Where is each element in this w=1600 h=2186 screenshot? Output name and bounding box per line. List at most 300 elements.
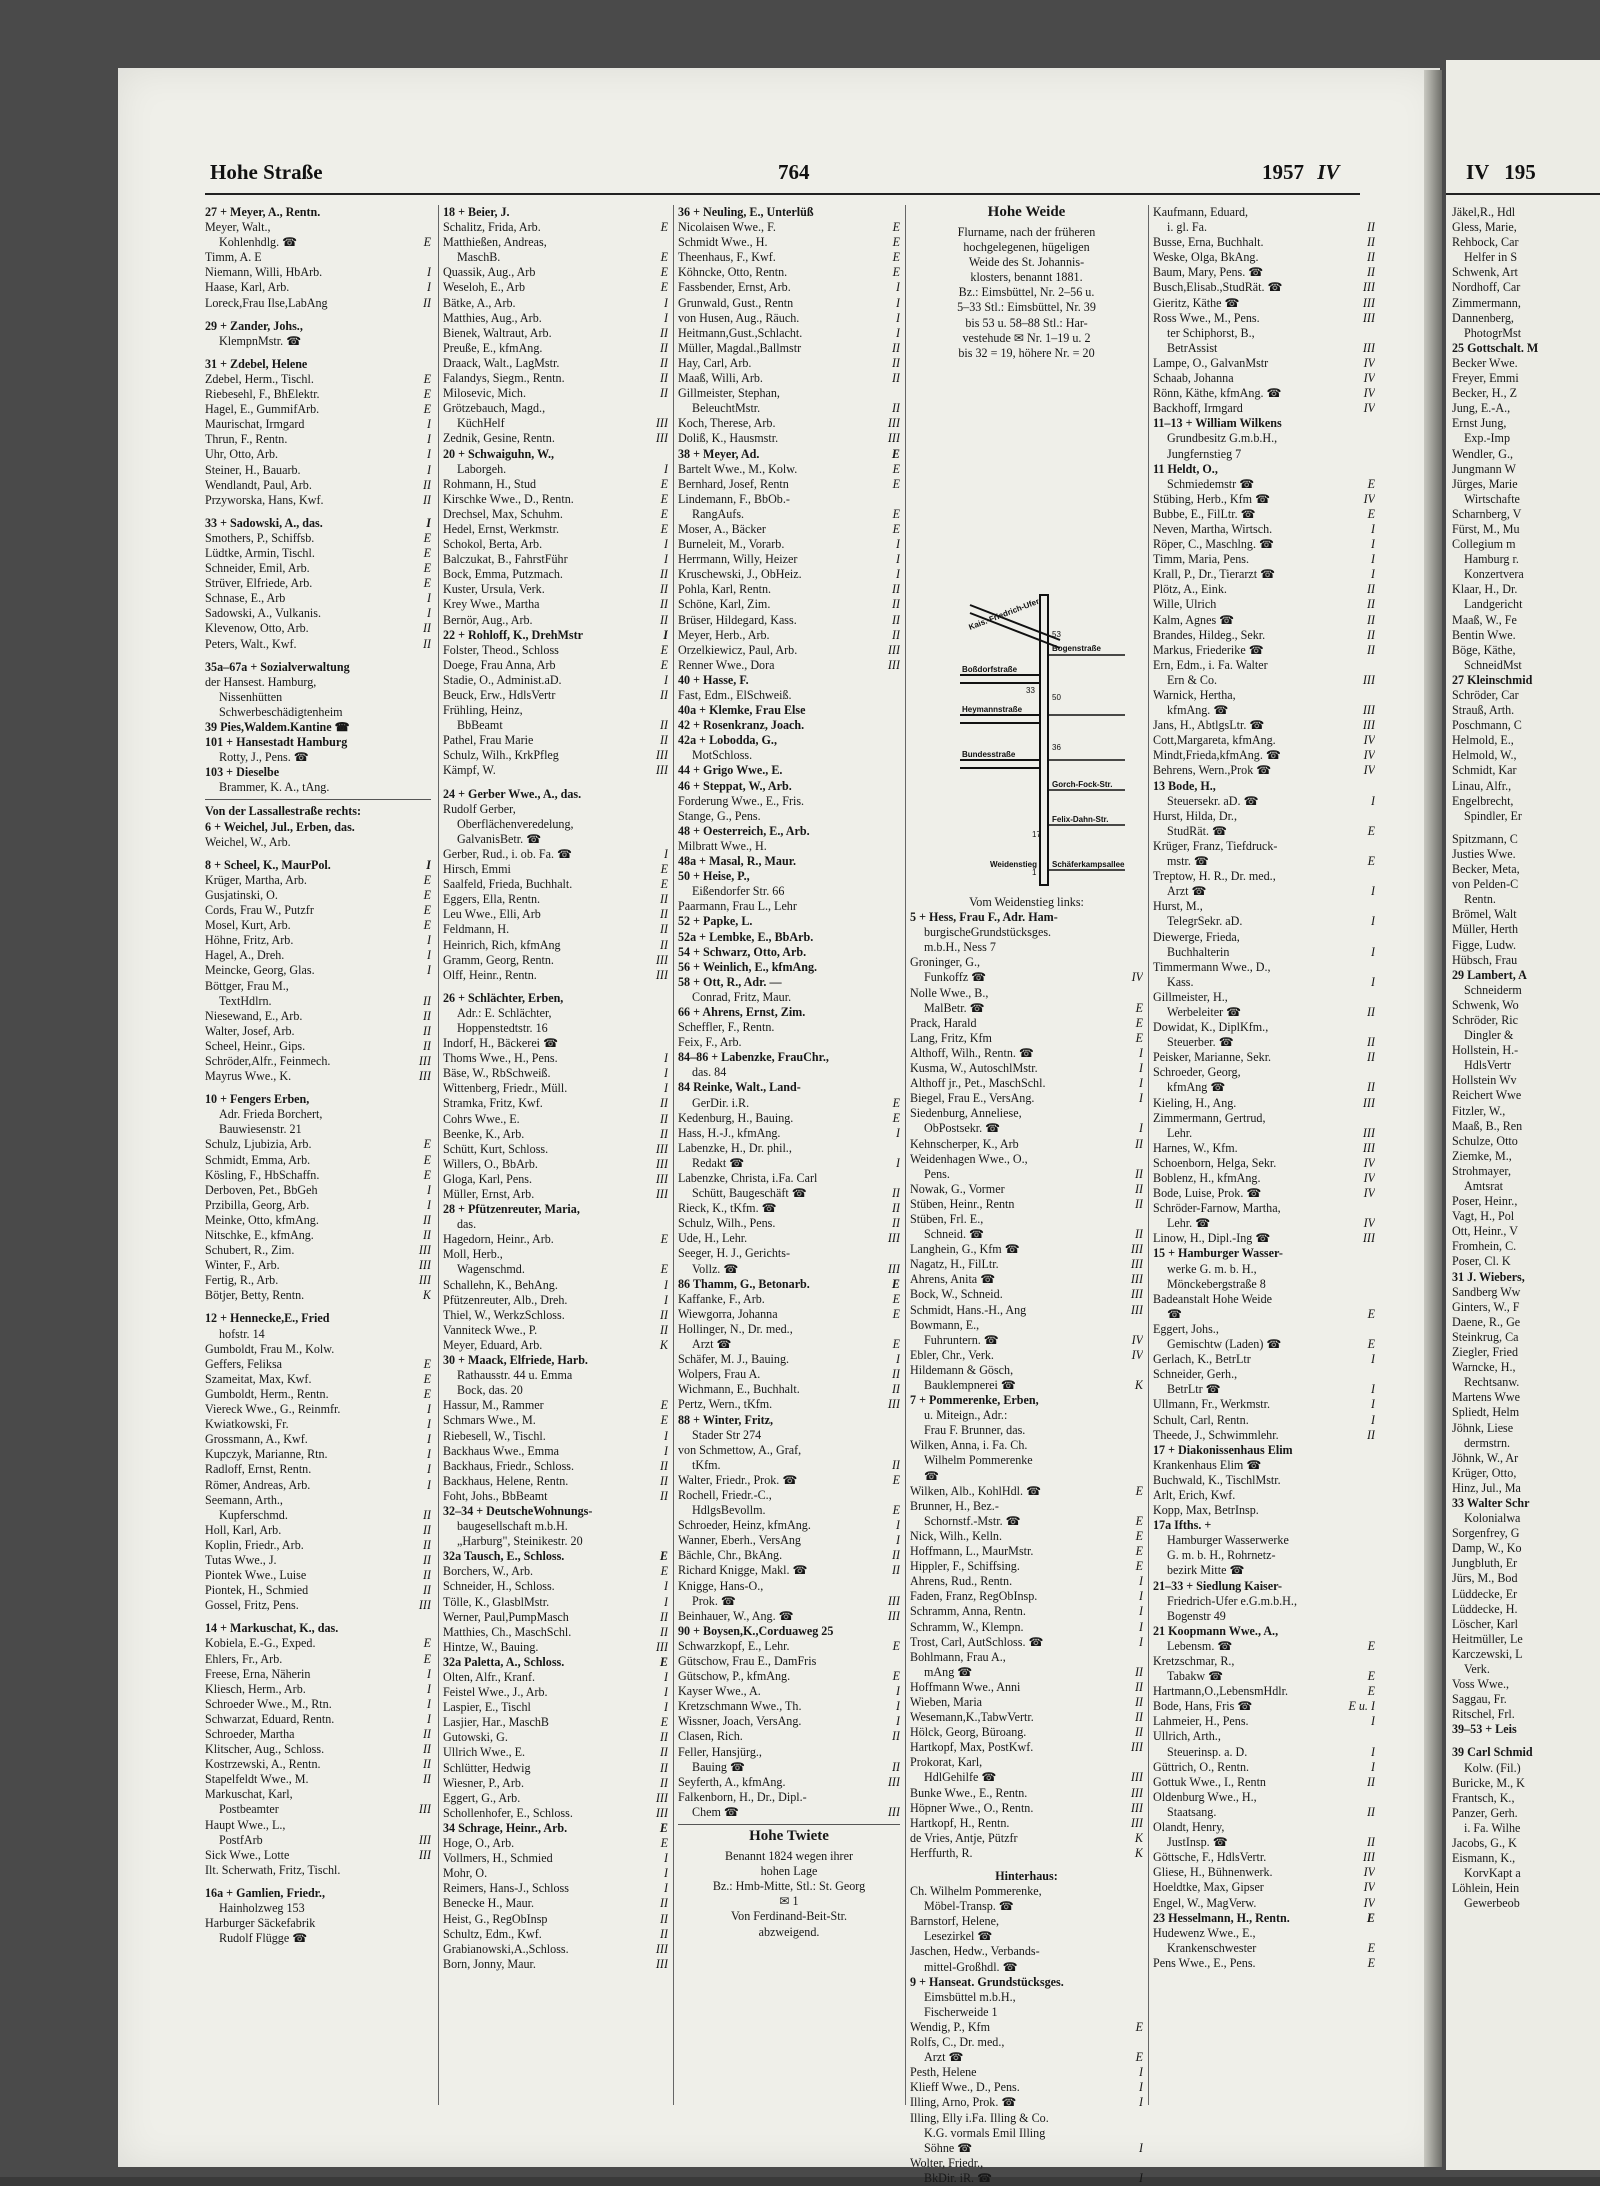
entry-text: Schmiedemstr ☎	[1167, 476, 1255, 491]
entry-text: Linow, H., Dipl.-Ing ☎	[1153, 1231, 1271, 1246]
facing-entry: 33 Walter Schr	[1452, 1495, 1530, 1510]
entry-text: Fast, Edm., ElSchweiß.	[678, 688, 792, 702]
floor-mark: III	[887, 1774, 900, 1789]
entry-text: Kusma, W., AutoschlMstr.	[910, 1061, 1038, 1076]
entry-text: Schneider, H., Schloss.	[443, 1579, 555, 1594]
floor-mark: I	[895, 1533, 900, 1548]
directory-entry	[910, 955, 1143, 970]
facing-entry: Amtsrat	[1464, 1179, 1503, 1193]
facing-entry: Lüddecke, Er	[1452, 1586, 1518, 1601]
entry-text: Kayser Wwe., A.	[678, 1684, 761, 1699]
facing-entry: Ginters, W., F	[1452, 1299, 1520, 1314]
directory-entry	[443, 1579, 668, 1594]
floor-mark: II	[891, 627, 900, 642]
entry-text: Gillmeister, H.,	[1153, 989, 1228, 1004]
directory-entry	[678, 1080, 900, 1095]
entry-text: Maaß, Willi, Arb.	[678, 371, 763, 386]
floor-mark: II	[891, 355, 900, 370]
facing-entry: Frantsch, K.,	[1452, 1790, 1515, 1805]
directory-entry	[443, 462, 668, 477]
entry-text: hofstr. 14	[219, 1326, 265, 1341]
entry-text: Peters, Walt., Kwf.	[205, 636, 297, 651]
directory-entry	[910, 1589, 1143, 1604]
entry-text: Preuße, E., kfmAng.	[443, 340, 543, 355]
directory-entry	[910, 1544, 1143, 1559]
entry-text: Schulz, Wilh., Pens.	[678, 1216, 776, 1231]
directory-entry	[443, 296, 668, 311]
directory-entry	[910, 1620, 1143, 1635]
facing-entry: Hinz, Jul., Ma	[1452, 1480, 1521, 1495]
floor-mark: I	[895, 1125, 900, 1140]
floor-mark: II	[891, 1216, 900, 1231]
entry-text: Gütschow, P., kfmAng.	[678, 1669, 791, 1684]
entry-text: Behrens, Wern.,Prok ☎	[1153, 763, 1272, 778]
directory-entry	[443, 1232, 668, 1247]
entry-text: Weseloh, E., Arb	[443, 280, 525, 295]
directory-entry	[205, 319, 431, 334]
entry-text: Olff, Heinr., Rentn.	[443, 967, 537, 982]
directory-entry	[1153, 643, 1375, 658]
facing-entry: Helmold, W.,	[1452, 748, 1517, 763]
directory-entry	[443, 1519, 668, 1534]
entry-text: Jans, H., AbtlgsLtr. ☎	[1153, 718, 1265, 733]
directory-entry	[910, 1016, 1143, 1031]
directory-entry	[910, 1710, 1143, 1725]
directory-entry	[443, 537, 668, 552]
page-number: 764	[778, 160, 810, 184]
directory-entry	[443, 1429, 668, 1444]
directory-entry	[678, 1669, 900, 1684]
directory-entry	[443, 643, 668, 658]
facing-entry: Sorgenfrey, G	[1452, 1526, 1520, 1541]
directory-entry	[1153, 431, 1375, 446]
directory-entry	[678, 718, 900, 733]
directory-entry	[443, 1444, 668, 1459]
floor-mark: I	[1370, 1352, 1375, 1367]
entry-text: Harburger Säckefabrik	[205, 1916, 316, 1931]
entry-text: Schubert, R., Zim.	[205, 1243, 295, 1258]
facing-entry: Becker, Meta,	[1452, 862, 1520, 877]
entry-text: Klitscher, Aug., Schloss.	[205, 1742, 325, 1757]
directory-entry	[1153, 1941, 1375, 1956]
floor-mark: E	[892, 1472, 900, 1487]
entry-text: Przyworska, Hans, Kwf.	[205, 492, 324, 507]
directory-entry	[678, 1639, 900, 1654]
entry-text: m.b.H., Ness 7	[924, 940, 996, 955]
directory-entry	[678, 1307, 900, 1322]
entry-text: Krall, P., Dr., Tierarzt ☎	[1153, 567, 1276, 582]
entry-text: Bowmann, E.,	[910, 1317, 980, 1332]
map-street-label: Kais.-Friedrich-Ufer	[967, 596, 1041, 632]
street-description: vestehude ✉ Nr. 1–19 u. 2	[962, 330, 1091, 345]
floor-mark: I	[1370, 944, 1375, 959]
floor-mark: E	[1135, 1000, 1143, 1015]
floor-mark: II	[659, 1624, 668, 1639]
floor-mark: I	[426, 432, 431, 447]
floor-mark: II	[659, 325, 668, 340]
entry-text: Postbeamter	[219, 1802, 279, 1817]
floor-mark: III	[887, 1608, 900, 1623]
directory-entry	[205, 835, 431, 850]
directory-entry	[1153, 1065, 1375, 1080]
directory-entry	[443, 1096, 668, 1111]
facing-entry: 29 Lambert, A	[1452, 967, 1527, 982]
directory-entry	[205, 675, 431, 690]
floor-mark: II	[891, 597, 900, 612]
facing-entry: Exp.-Imp	[1464, 431, 1511, 446]
floor-mark: E	[1135, 1483, 1143, 1498]
entry-text: Werbeleiter ☎	[1167, 1004, 1242, 1019]
floor-mark: IV	[1363, 1216, 1375, 1231]
entry-text: 38 + Meyer, Ad.	[678, 446, 760, 461]
entry-text: Langhein, G., Kfm ☎	[910, 1242, 1020, 1257]
entry-text: Ude, H., Lehr.	[678, 1231, 748, 1246]
entry-text: Biegel, Frau E., VersAng.	[910, 1091, 1035, 1106]
floor-mark: III	[418, 1273, 431, 1288]
facing-entry: Helmold, E.,	[1452, 733, 1514, 748]
directory-entry	[678, 447, 900, 462]
entry-text: Hoge, O., Arb.	[443, 1836, 515, 1851]
directory-entry	[443, 1685, 668, 1700]
entry-text: Kobiela, E.-G., Exped.	[205, 1636, 316, 1651]
entry-text: Kupferschmd.	[219, 1507, 288, 1522]
entry-text: 16a + Gamlien, Friedr.,	[205, 1885, 325, 1900]
entry-text: Niemann, Willi, HbArb.	[205, 265, 323, 280]
year-district	[1262, 160, 1339, 185]
entry-text: Nick, Wilh., Kelln.	[910, 1528, 1002, 1543]
floor-mark: I	[426, 280, 431, 295]
entry-text: Fuhruntern. ☎	[924, 1332, 999, 1347]
floor-mark: E	[659, 1654, 668, 1669]
directory-entry	[443, 1247, 668, 1262]
directory-entry	[205, 1568, 431, 1583]
floor-mark: E	[1135, 1030, 1143, 1045]
entry-text: Schneid. ☎	[924, 1227, 985, 1242]
entry-text: Hinterhaus:	[995, 1869, 1058, 1883]
directory-entry	[443, 1595, 668, 1610]
floor-mark: E	[892, 1306, 900, 1321]
entry-text: Heinrich, Rich, kfmAng	[443, 937, 561, 952]
street-description: Flurname, nach der früheren	[957, 225, 1096, 239]
directory-entry	[910, 2035, 1143, 2050]
entry-text: Krey Wwe., Martha	[443, 597, 540, 612]
directory-entry	[910, 1167, 1143, 1182]
directory-entry	[205, 1447, 431, 1462]
floor-mark: K	[1134, 1845, 1143, 1860]
floor-mark: K	[1134, 1830, 1143, 1845]
directory-entry	[678, 1020, 900, 1035]
directory-entry	[205, 561, 431, 576]
entry-text: Beuck, Erw., HdlsVertr	[443, 688, 556, 702]
entry-text: Frühling, Heinz,	[443, 703, 523, 718]
floor-mark: IV	[1363, 491, 1375, 506]
directory-entry	[205, 1311, 431, 1326]
directory-entry	[205, 1024, 431, 1039]
floor-mark: E	[1135, 1544, 1143, 1559]
directory-entry	[678, 1699, 900, 1714]
floor-mark: E	[892, 1095, 900, 1110]
entry-text: Redakt ☎	[692, 1155, 745, 1170]
floor-mark: II	[891, 582, 900, 597]
entry-text: Loreck,Frau Ilse,LabAng	[205, 295, 328, 310]
facing-entry: Voss Wwe.,	[1452, 1677, 1510, 1692]
entry-text: Prok. ☎	[692, 1593, 736, 1608]
floor-mark: II	[891, 1186, 900, 1201]
directory-entry	[1153, 341, 1375, 356]
entry-text: Radloff, Ernst, Rentn.	[205, 1462, 312, 1477]
entry-text: 40 + Hasse, F.	[678, 672, 749, 687]
entry-text: Harnes, W., Kfm.	[1153, 1140, 1238, 1155]
directory-entry	[678, 1231, 900, 1246]
floor-mark: E	[892, 521, 900, 536]
facing-entry: Ritschel, Frl.	[1452, 1707, 1515, 1722]
entry-text: Seyferth, A., kfmAng.	[678, 1774, 786, 1789]
directory-entry	[205, 1613, 431, 1621]
directory-entry	[205, 765, 431, 780]
directory-entry	[1153, 1111, 1375, 1126]
directory-entry	[443, 763, 668, 778]
directory-entry	[205, 994, 431, 1009]
floor-mark: IV	[1363, 371, 1375, 386]
directory-entry	[205, 660, 431, 675]
directory-entry	[443, 1881, 668, 1896]
directory-entry	[1153, 522, 1375, 537]
floor-mark: II	[1134, 1694, 1143, 1709]
entry-text: ✉ 1	[779, 1894, 799, 1909]
directory-entry	[205, 1697, 431, 1712]
directory-entry	[910, 1755, 1143, 1770]
entry-text: Mönckebergstraße 8	[1167, 1276, 1266, 1291]
directory-entry	[910, 1197, 1143, 1212]
entry-text: Hurst, Hilda, Dr.,	[1153, 808, 1237, 823]
entry-text: Ebler, Chr., Verk.	[910, 1347, 994, 1362]
floor-mark: II	[659, 582, 668, 597]
entry-text: Smothers, P., Schiffsb.	[205, 530, 315, 545]
floor-mark: E	[660, 1262, 668, 1277]
entry-text: BetrLtr ☎	[1167, 1382, 1221, 1397]
directory-entry	[205, 1303, 431, 1311]
entry-text: ☎	[1167, 1306, 1183, 1321]
entry-text: Kliesch, Herm., Arb.	[205, 1681, 306, 1696]
floor-mark: II	[1366, 627, 1375, 642]
floor-mark: I	[426, 963, 431, 978]
directory-entry	[443, 1278, 668, 1293]
entry-text: 32a Tausch, E., Schloss.	[443, 1549, 565, 1564]
entry-text: Pertz, Wern., tKfm.	[678, 1397, 773, 1412]
directory-entry	[1153, 960, 1375, 975]
directory-entry	[678, 477, 900, 492]
entry-text: 84 Reinke, Walt., Land-	[678, 1080, 801, 1095]
directory-entry	[678, 220, 900, 235]
floor-mark: I	[426, 1432, 431, 1447]
floor-mark: II	[1366, 1774, 1375, 1789]
directory-entry	[678, 1909, 900, 1924]
directory-entry	[443, 1504, 668, 1519]
directory-entry	[205, 546, 431, 561]
entry-text: Frau F. Brunner, das.	[924, 1423, 1026, 1438]
directory-entry	[678, 1775, 900, 1790]
map-house-number: 1	[1032, 868, 1037, 877]
floor-mark: IV	[1131, 1347, 1143, 1362]
directory-entry	[443, 1187, 668, 1202]
entry-text: Schröder,Alfr., Feinmech.	[205, 1053, 331, 1068]
entry-text: Wolpers, Frau A.	[678, 1367, 761, 1382]
entry-text: Hoffmann, L., MaurMstr.	[910, 1544, 1034, 1559]
directory-entry	[678, 1428, 900, 1443]
street-description: bis 53 u. 58–88 Stl.: Har-	[965, 315, 1088, 330]
floor-mark: I	[1138, 1574, 1143, 1589]
entry-text: Müller, Magdal.,Ballmstr	[678, 340, 802, 355]
directory-entry	[910, 1303, 1143, 1318]
floor-mark: II	[891, 1367, 900, 1382]
directory-entry	[678, 748, 900, 763]
entry-text: Boblenz, H., kfmAng.	[1153, 1171, 1261, 1185]
directory-entry	[205, 1523, 431, 1538]
floor-mark: I	[663, 1443, 668, 1458]
directory-entry	[678, 1246, 900, 1261]
directory-entry	[678, 280, 900, 295]
directory-entry	[443, 1036, 668, 1051]
floor-mark: III	[1362, 1231, 1375, 1246]
entry-text: Bogenstr 49	[1167, 1608, 1226, 1623]
directory-entry	[1153, 869, 1375, 884]
directory-entry	[443, 1549, 668, 1564]
entry-text: Beenke, K., Arb.	[443, 1126, 525, 1141]
floor-mark: III	[1362, 672, 1375, 687]
floor-mark: E	[892, 1337, 900, 1352]
directory-entry	[678, 537, 900, 552]
entry-text: PostfArb	[219, 1832, 263, 1847]
entry-text: Gütschow, Frau E., DamFris	[678, 1654, 817, 1668]
directory-entry	[205, 1667, 431, 1682]
facing-entry: Collegium m	[1452, 537, 1516, 552]
directory-entry	[443, 326, 668, 341]
directory-entry	[205, 1863, 431, 1878]
hohe-weide-intro	[910, 205, 1143, 361]
directory-entry	[1153, 492, 1375, 507]
entry-text: abzweigend.	[758, 1924, 820, 1939]
entry-text: Pesth, Helene	[910, 2065, 977, 2080]
directory-entry	[205, 606, 431, 621]
entry-text: 66 + Ahrens, Ernst, Zim.	[678, 1004, 806, 1019]
floor-mark: E	[891, 446, 900, 461]
floor-mark: E	[660, 220, 668, 235]
directory-entry	[1153, 1352, 1375, 1367]
directory-entry	[1153, 1714, 1375, 1729]
directory-entry	[910, 1975, 1143, 1990]
floor-mark: III	[1362, 280, 1375, 295]
floor-mark: III	[1362, 718, 1375, 733]
directory-entry	[678, 1548, 900, 1563]
directory-entry	[443, 1836, 668, 1851]
floor-mark: II	[422, 1742, 431, 1757]
entry-text: 90 + Boysen,K.,Corduaweg 25	[678, 1623, 834, 1638]
directory-entry	[205, 1084, 431, 1092]
entry-text: 52 + Papke, L.	[678, 914, 753, 929]
directory-entry	[205, 1848, 431, 1863]
street-heading	[678, 1829, 900, 1849]
floor-mark: I	[663, 1066, 668, 1081]
floor-mark: E	[1135, 1559, 1143, 1574]
directory-entry	[678, 899, 900, 914]
directory-entry	[1153, 1594, 1375, 1609]
floor-mark: E	[1367, 823, 1375, 838]
directory-entry	[910, 1469, 1143, 1484]
entry-text: Neven, Martha, Wirtsch.	[1153, 521, 1273, 536]
facing-entry: Jungmann W	[1452, 461, 1516, 476]
directory-entry	[205, 1538, 431, 1553]
directory-entry	[443, 983, 668, 991]
entry-text: Lampe, O., GalvanMstr	[1153, 355, 1269, 370]
facing-entry: Wirtschafte	[1464, 491, 1520, 506]
entry-text: Leu Wwe., Elli, Arb	[443, 907, 541, 922]
directory-entry	[443, 1670, 668, 1685]
entry-text: 52a + Lembke, E., BbArb.	[678, 929, 814, 944]
directory-entry	[1153, 658, 1375, 673]
entry-text: Milosevic, Mich.	[443, 386, 526, 401]
directory-entry	[678, 492, 900, 507]
entry-text: Pathel, Frau Marie	[443, 733, 534, 748]
directory-entry	[1153, 1669, 1375, 1684]
facing-entry: Hollstein Wv	[1452, 1073, 1517, 1088]
entry-text: kfmAng ☎	[1167, 1080, 1226, 1095]
facing-entry: Damp, W., Ko	[1452, 1541, 1522, 1556]
directory-entry	[678, 1262, 900, 1277]
directory-entry	[910, 1106, 1143, 1121]
directory-entry	[1153, 1473, 1375, 1488]
directory-entry	[1153, 1609, 1375, 1624]
floor-mark: II	[659, 386, 668, 401]
entry-text: MotSchloss.	[692, 748, 753, 763]
floor-mark: II	[422, 1522, 431, 1537]
facing-entry: Löscher, Karl	[1452, 1616, 1519, 1631]
entry-text: Bartelt Wwe., M., Kolw.	[678, 461, 798, 476]
entry-text: Schwarzat, Eduard, Rentn.	[205, 1711, 335, 1726]
directory-entry	[1153, 1684, 1375, 1699]
entry-text: Hagel, A., Dreh.	[205, 948, 285, 963]
entry-text: Koplin, Friedr., Arb.	[205, 1537, 304, 1552]
directory-entry	[678, 1805, 900, 1820]
facing-entry: Schneiderm	[1464, 982, 1522, 997]
facing-entry: Rentn.	[1464, 892, 1496, 907]
directory-entry	[678, 884, 900, 899]
entry-text: mstr. ☎	[1167, 854, 1209, 869]
entry-text: Schroeder, Heinz, kfmAng.	[678, 1518, 811, 1533]
entry-text: Wiesner, P., Arb.	[443, 1775, 524, 1790]
entry-text: Cott,Margareta, kfmAng.	[1153, 733, 1276, 748]
entry-text: 24 + Gerber Wwe., A., das.	[443, 786, 582, 801]
floor-mark: I	[895, 310, 900, 325]
entry-text: Fertig, R., Arb.	[205, 1273, 279, 1288]
directory-entry	[205, 265, 431, 280]
floor-mark: II	[1366, 597, 1375, 612]
floor-mark: II	[891, 1201, 900, 1216]
directory-entry	[443, 1006, 668, 1021]
directory-entry	[678, 613, 900, 628]
directory-entry	[443, 552, 668, 567]
directory-entry	[1153, 1911, 1375, 1926]
directory-entry	[443, 1896, 668, 1911]
directory-entry	[205, 690, 431, 705]
entry-text: Höhne, Fritz, Arb.	[205, 933, 294, 948]
floor-mark: II	[659, 1322, 668, 1337]
entry-text: Hölck, Georg, Büroang.	[910, 1725, 1027, 1740]
directory-entry	[678, 733, 900, 748]
directory-entry	[678, 930, 900, 945]
entry-text: Grabianowski,A.,Schloss.	[443, 1941, 569, 1956]
entry-text: MalBetr. ☎	[924, 1000, 985, 1015]
facing-page	[1446, 60, 1600, 2170]
